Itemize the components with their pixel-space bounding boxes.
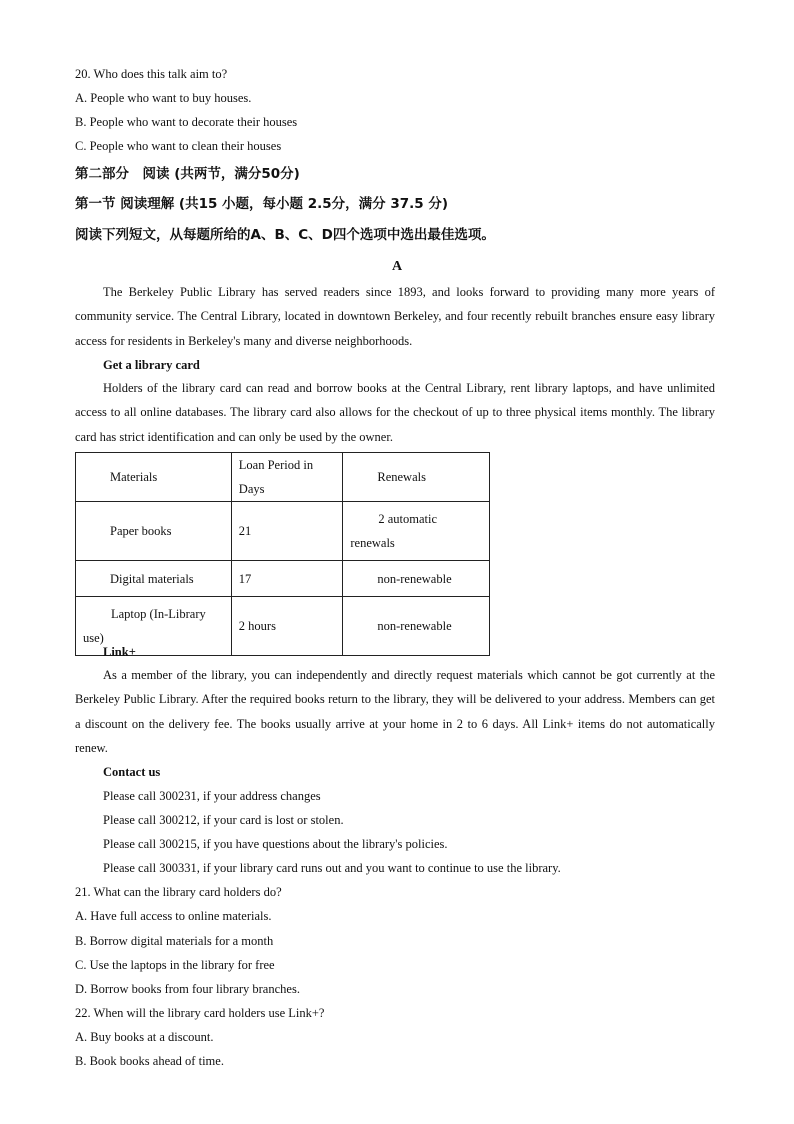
q21-option-d: D. Borrow books from four library branches. [75, 982, 300, 996]
table-header: Materials [76, 453, 232, 502]
table-cell: non-renewable [343, 561, 490, 597]
q21-option-c: C. Use the laptops in the library for free [75, 958, 275, 972]
table-cell: non-renewable [343, 597, 490, 656]
card-heading: Get a library card [103, 358, 200, 372]
q22-option-b: B. Book books ahead of time. [75, 1054, 224, 1068]
loan-table [75, 452, 490, 656]
part2-title: 第二部分 阅读 (共两节，满分50分) [75, 166, 300, 182]
contact-line: Please call 300215, if you have questions about the library's policies. [103, 837, 448, 851]
table-cell: Laptop (In-Library use) [76, 597, 232, 656]
contact-line: Please call 300231, if your address changes [103, 789, 321, 803]
table-row [76, 561, 490, 597]
contact-line: Please call 300331, if your library card runs out and you want to continue to use the library. [103, 861, 561, 875]
table-cell: 21 [231, 502, 343, 561]
reading-instruction: 阅读下列短文，从每题所给的A、B、C、D四个选项中选出最佳选项。 [75, 227, 495, 243]
passage-intro: The Berkeley Public Library has served readers since 1893, and looks forward to providing many more years of community service. The Central Library, located in downtown Berkeley, and four recently rebuilt branches ensure easy library access for residents in Berkeley's many and diverse neighborhoods. [75, 285, 715, 348]
table-header-row [76, 453, 490, 502]
q20-option-a: A. People who want to buy houses. [75, 91, 252, 105]
contact-heading: Contact us [103, 765, 161, 779]
q22-option-a: A. Buy books at a discount. [75, 1030, 214, 1044]
table-cell: 17 [231, 561, 343, 597]
section1-title: 第一节 阅读理解 (共15 小题，每小题 2.5分，满分 37.5 分) [75, 196, 449, 212]
contact-line: Please call 300212, if your card is lost or stolen. [103, 813, 344, 827]
q20-option-b: B. People who want to decorate their houses [75, 115, 298, 129]
card-text: Holders of the library card can read and borrow books at the Central Library, rent library laptops, and have unlimited access to all online databases. The library card also allows for the checkout of up to three physical items monthly. The library card has strict identification and can only be used by the owner. [75, 381, 715, 444]
table-cell: 2 hours [231, 597, 343, 656]
q20-option-c: C. People who want to clean their houses [75, 139, 282, 153]
table-cell: Digital materials [76, 561, 232, 597]
q21-option-a: A. Have full access to online materials. [75, 909, 272, 923]
link-text: As a member of the library, you can independently and directly request materials which cannot be got currently at the Berkeley Public Library. After the required books return to the library, they will be delivered to your address. Members can get a discount on the delivery fee. The books usually arrive at your home in 2 to 6 days. All Link+ items do not automatically renew. [75, 668, 715, 755]
q21-option-b: B. Borrow digital materials for a month [75, 934, 274, 948]
table-cell: 2 automatic renewals [343, 502, 490, 561]
q22-question: 22. When will the library card holders use Link+? [75, 1006, 325, 1020]
q21-question: 21. What can the library card holders do? [75, 885, 282, 899]
link-heading: Link+ [103, 645, 136, 659]
table-header: Loan Period in Days [231, 453, 343, 502]
table-cell: Paper books [76, 502, 232, 561]
table-row [76, 597, 490, 656]
passage-letter: A [391, 259, 403, 274]
q20-question: 20. Who does this talk aim to? [75, 67, 228, 81]
table-header: Renewals [343, 453, 490, 502]
table-row [76, 502, 490, 561]
